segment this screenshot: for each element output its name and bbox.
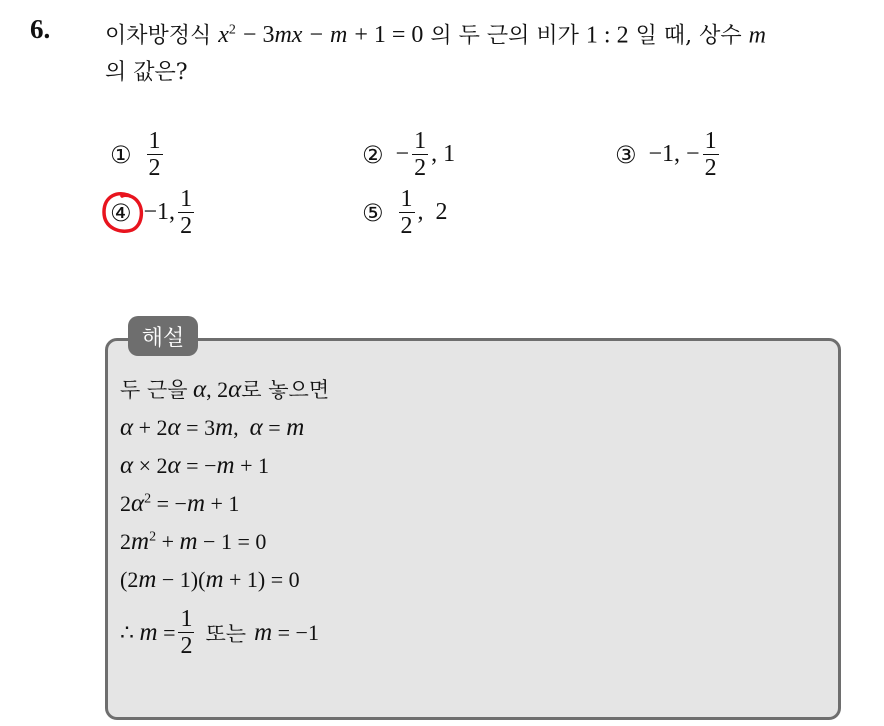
question-number: 6. — [30, 14, 51, 44]
fraction: $\frac{1}{2}$ — [180, 186, 193, 239]
solution-line-7: ∴ m = $\frac{1}{2}$ 또는 m = −1 — [120, 606, 319, 659]
solution-line-1: 두 근을 α, 2α로 놓으면 — [120, 376, 330, 403]
answer-circle-mark — [100, 190, 144, 236]
var-m: m — [748, 22, 766, 49]
choice-3[interactable]: ③ −1, − $\frac{1}{2}$ — [615, 128, 717, 181]
choice-5[interactable]: ⑤ $\frac{1}{2}$ , 2 — [362, 186, 448, 239]
solution-line-3: α × 2α = −m + 1 — [120, 452, 269, 479]
fraction: $\frac{1}{2}$ — [704, 128, 717, 181]
fraction: $\frac{1}{2}$ — [414, 128, 427, 181]
solution-line-2: α + 2α = 3m, α = m — [120, 414, 305, 441]
question-mid: 의 두 근의 비가 — [430, 23, 579, 49]
ratio: 1 : 2 — [585, 22, 629, 49]
fraction: $\frac{1}{2}$ — [180, 606, 193, 659]
equation: $x^2 - 3mx - m + 1 = 0$ — [218, 22, 424, 49]
question-prefix: 이차방정식 — [105, 23, 212, 49]
fraction: $\frac{1}{2}$ — [148, 128, 161, 181]
question-when: 일 때, 상수 — [635, 23, 742, 49]
solution-line-4: $2\alpha^2 = -m + 1$ — [120, 490, 240, 517]
solution-line-5: $2m^2 + m - 1 = 0$ — [120, 528, 267, 555]
solution-tag: 해설 — [128, 316, 198, 356]
choice-marker: ① — [110, 140, 132, 169]
question-text — [105, 16, 766, 51]
choice-marker: ② — [362, 140, 384, 169]
choice-marker: ⑤ — [362, 198, 384, 227]
choice-marker: ③ — [615, 140, 637, 169]
choice-marker: ④ — [110, 198, 132, 227]
choice-2[interactable]: ② − $\frac{1}{2}$ , 1 — [362, 128, 456, 181]
solution-line-6: (2m − 1)(m + 1) = 0 — [120, 566, 300, 593]
fraction: $\frac{1}{2}$ — [400, 186, 413, 239]
question-text-line2: 의 값은? — [105, 60, 188, 85]
choice-4[interactable]: ④ −1, $\frac{1}{2}$ — [110, 186, 193, 239]
choice-1[interactable] — [110, 128, 166, 181]
